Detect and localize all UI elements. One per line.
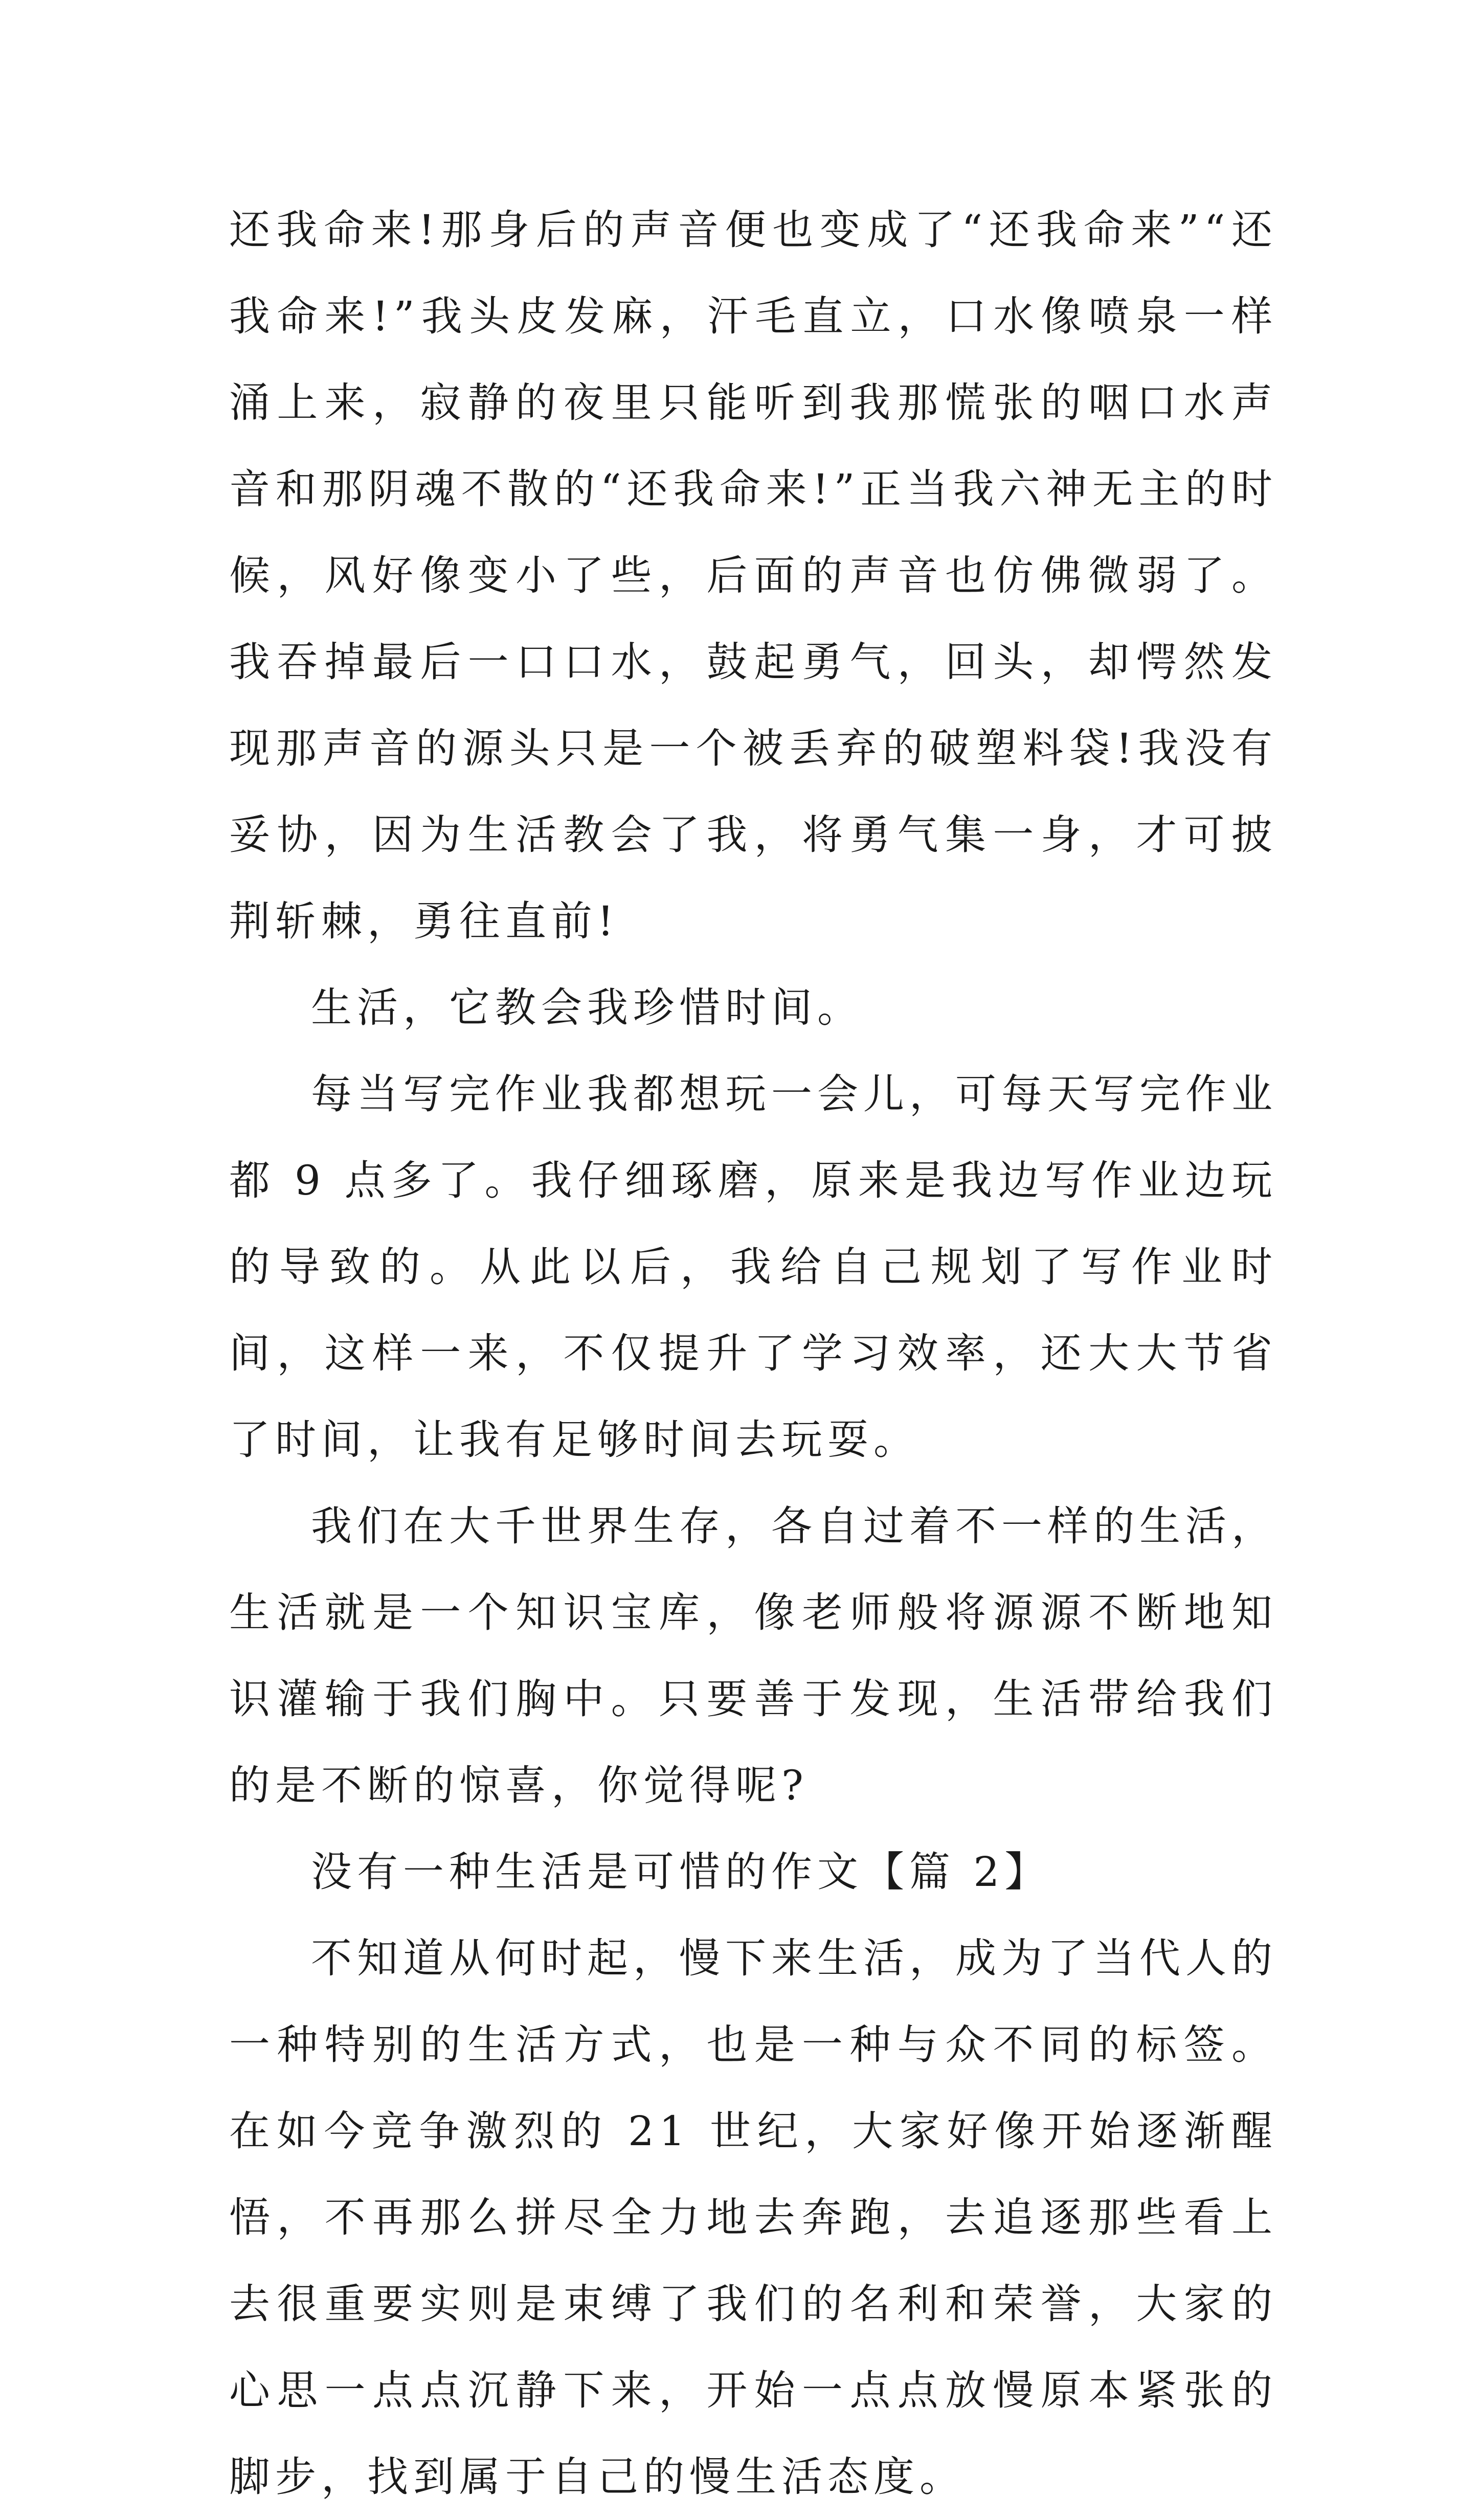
paragraph-slow-life: 不知道从何时起，慢下来生活，成为了当代人的一种特别的生活方式，也是一种与众不同的标签。在如今竞争激烈的 21 世纪，大家好像开始逐渐醒悟，不再那么拼尽全力地去奔跑，去追逐那些看上去很重要实则是束缚了我们的名利和荣誉，大家的心思一点点沉静下来，开始一点点放慢原本紧张的脚步，找到属于自己的慢生活态度。 (229, 1934, 1277, 2501)
essay-section-title: 没有一种生活是可惜的作文【篇 2】 (311, 1848, 1051, 1896)
document-body (229, 187, 1277, 2520)
paragraph-homework: 每当写完作业我都想玩一会儿，可每天写完作业都 9 点多了。我仔细琢磨，原来是我边写作业边玩的导致的。从此以后，我给自己规划了写作业时间，这样一来，不仅提升了学习效率，还大大节省了时间，让我有足够时间去玩耍。 (229, 1070, 1277, 1464)
paragraph-ghost-story-ending: 还我命来!那身后的声音便也变成了“还我命来”“还我命来!”我头皮发麻，汗毛直立，口水像喷泉一样涌上来，寂静的夜里只能听到我那慌张的咽口水声音和那阴魂不散的“还我命来!”正当我六神无主的时候，风好像变小了些，后面的声音也仿佛微弱了。我吞掉最后一口口水，鼓起勇气，回头，却愕然发现那声音的源头只是一个被丢弃的破塑料袋!我没有妥协，因为生活教会了我，将勇气集一身，才可披荆斩棘，勇往直前! (229, 206, 1277, 945)
paragraph-conclusion: 我们在大千世界生存，各自过着不一样的生活，生活就是一个知识宝库，像老师般将源源不断地知识灌输于我们胸中。只要善于发现，生活带给我们的是不断的惊喜，你觉得呢? (229, 1502, 1277, 1809)
paragraph-cherish-time-heading: 生活，它教会我珍惜时间。 (311, 984, 863, 1031)
